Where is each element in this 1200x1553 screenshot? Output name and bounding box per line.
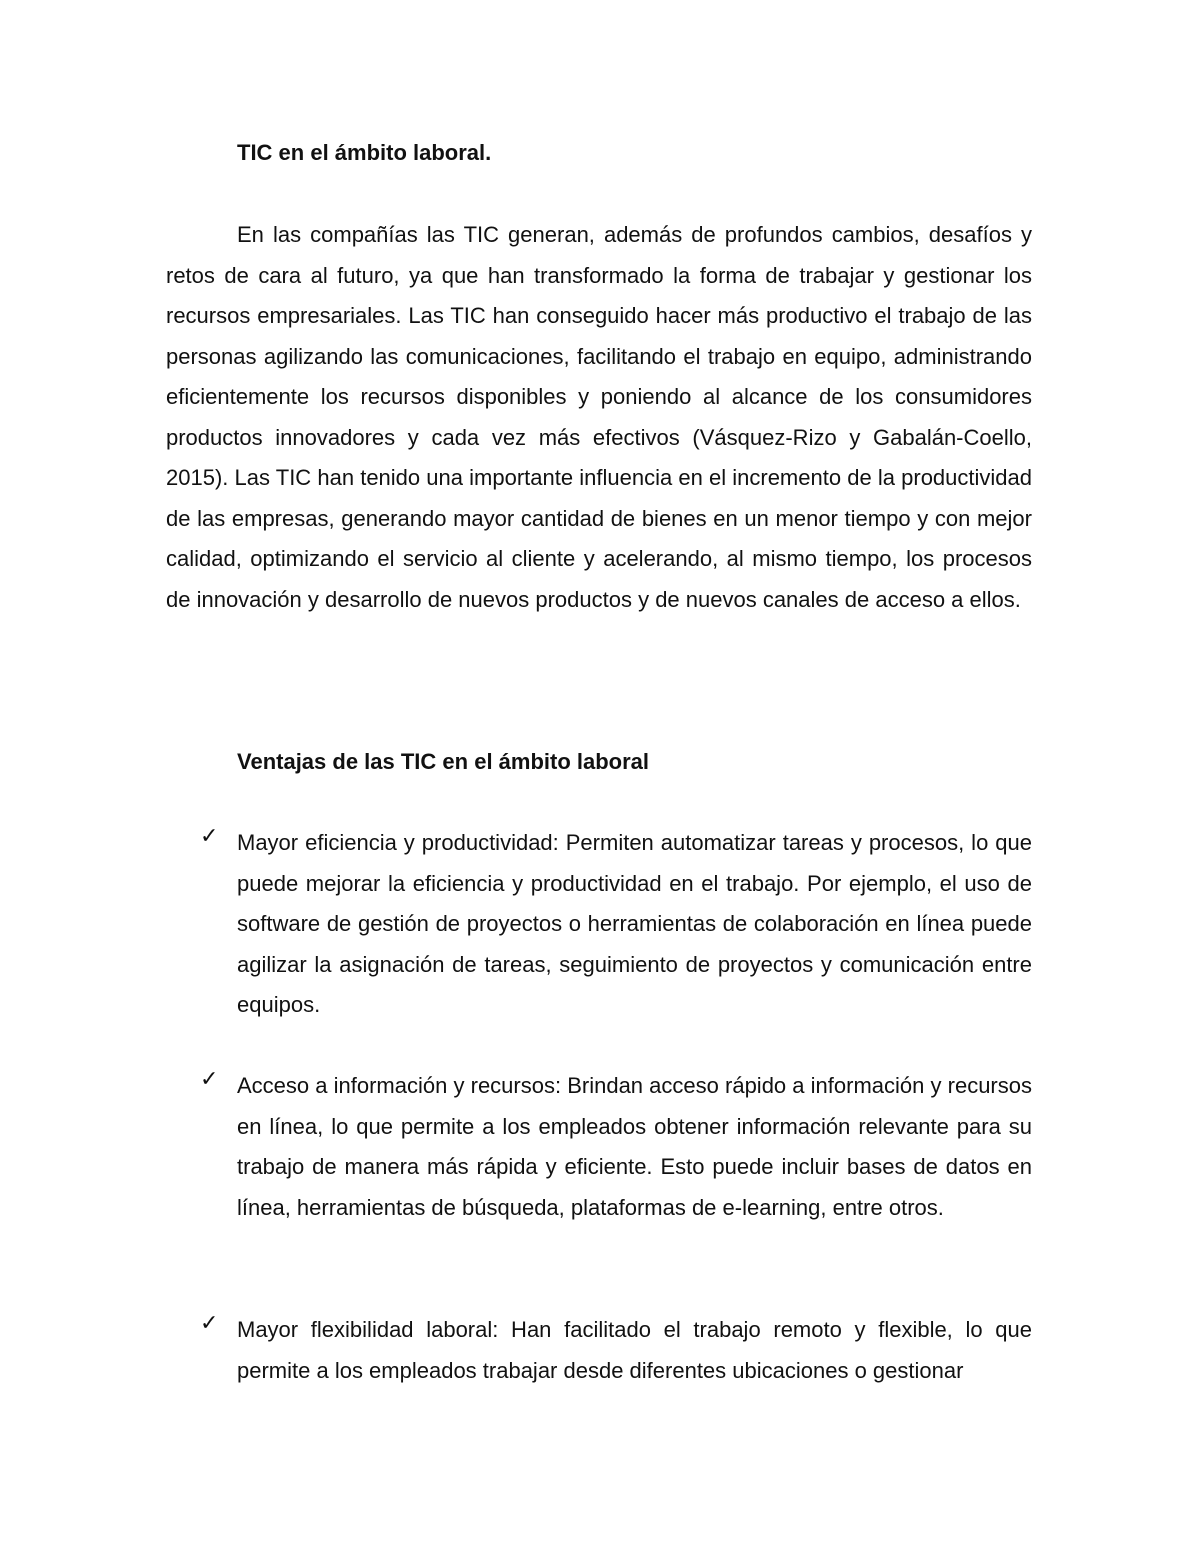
checkmark-icon: ✓ xyxy=(200,1311,219,1336)
list-item xyxy=(166,1310,1032,1391)
intro-paragraph: En las compañías las TIC generan, además de profundos cambios, desafíos y retos de cara al futuro, ya que han transformado la forma de trabajar y gestionar los recursos empresariales. Las TIC han conseguido hacer más productivo el trabajo de las personas agilizando las comunicaciones, facilitando el trabajo en equipo, administrando eficientemente los recursos disponibles y poniendo al alcance de los consumidores productos innovadores y cada vez más efectivos (Vásquez-Rizo y Gabalán-Coello, 2015). Las TIC han tenido una importante influencia en el incremento de la productividad de las empresas, generando mayor cantidad de bienes en un menor tiempo y con mejor calidad, optimizando el servicio al cliente y acelerando, al mismo tiempo, los procesos de innovación y desarrollo de nuevos productos y de nuevos canales de acceso a ellos. xyxy=(166,222,1032,612)
document-title: TIC en el ámbito laboral. xyxy=(237,140,492,165)
checkmark-icon: ✓ xyxy=(200,1067,219,1092)
list-item-text: Mayor eficiencia y productividad: Permiten automatizar tareas y procesos, lo que puede mejorar la eficiencia y productividad en el trabajo. Por ejemplo, el uso de software de gestión de proyectos o herramientas de colaboración en línea puede agilizar la asignación de tareas, seguimiento de proyectos y comunicación entre equipos. xyxy=(237,830,1032,1017)
list-item-text: Acceso a información y recursos: Brindan acceso rápido a información y recursos en línea, lo que permite a los empleados obtener información relevante para su trabajo de manera más rápida y eficiente. Esto puede incluir bases de datos en línea, herramientas de búsqueda, plataformas de e-learning, entre otros. xyxy=(237,1073,1032,1220)
list-item-text: Mayor flexibilidad laboral: Han facilitado el trabajo remoto y flexible, lo que permite a los empleados trabajar desde diferentes ubicaciones o gestionar xyxy=(237,1317,1032,1383)
section-heading: Ventajas de las TIC en el ámbito laboral xyxy=(237,749,650,774)
checkmark-icon: ✓ xyxy=(200,824,219,849)
list-item xyxy=(166,1066,1032,1228)
list-item xyxy=(166,823,1032,1026)
